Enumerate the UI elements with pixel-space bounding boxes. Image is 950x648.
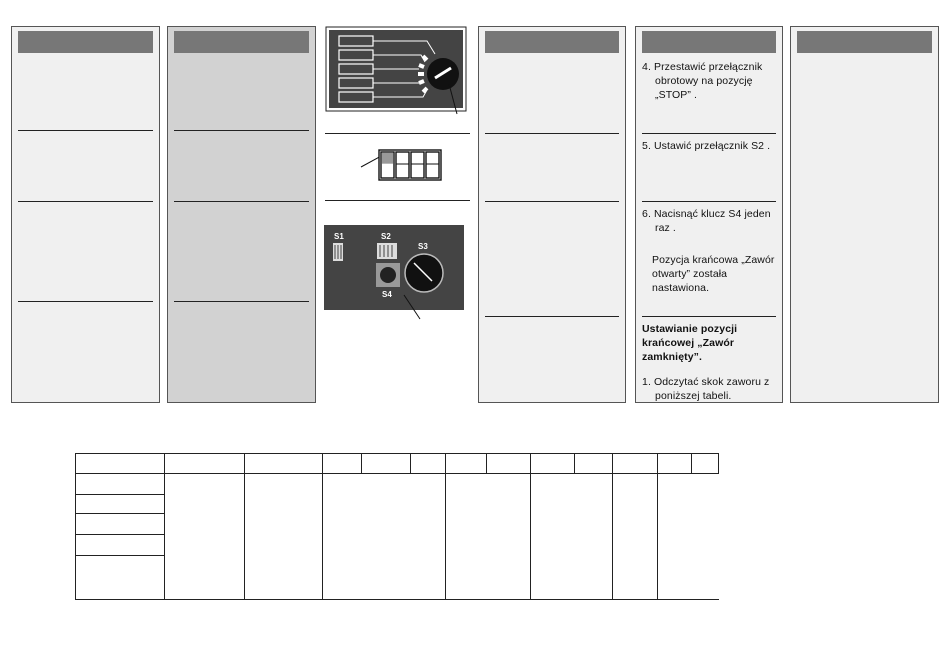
table-cell: [613, 454, 658, 474]
table-cell: [165, 454, 245, 474]
table-cell: [76, 514, 165, 535]
column-5: [635, 26, 783, 403]
table-cell: [245, 454, 323, 474]
table-cell: [245, 474, 323, 600]
table-cell: [76, 474, 165, 495]
divider: [642, 133, 776, 134]
divider: [174, 201, 309, 202]
divider: [325, 200, 470, 201]
table-cell: [575, 454, 613, 474]
column-4: [478, 26, 626, 403]
table-cell: [446, 474, 531, 600]
table-cell: [531, 474, 613, 600]
column-2: [167, 26, 316, 403]
label-s2: S2: [381, 232, 391, 241]
table-cell: [76, 556, 165, 600]
label-s3: S3: [418, 242, 428, 251]
column-header-bar: [174, 31, 309, 53]
table-cell: [76, 454, 165, 474]
confirmation-text: Pozycja krańcowa „Zawór otwarty” została nastawiona.: [652, 254, 775, 294]
instruction-step-1: 1. Odczytać skok zaworu z poniższej tabeli.: [642, 376, 770, 402]
divider: [18, 301, 153, 302]
table-cell: [446, 454, 487, 474]
column-6: [790, 26, 939, 403]
column-header-bar: [797, 31, 932, 53]
table-cell: [531, 454, 575, 474]
column-header-bar: [485, 31, 619, 53]
divider: [642, 201, 776, 202]
divider: [18, 130, 153, 131]
label-s4: S4: [382, 290, 392, 299]
table-cell: [613, 474, 658, 600]
divider: [174, 130, 309, 131]
table-cell: [323, 454, 362, 474]
table-cell: [658, 474, 719, 600]
dip-switch-figure: [355, 145, 450, 185]
table-cell: [165, 474, 245, 600]
column-header-bar: [18, 31, 153, 53]
label-s1: S1: [334, 232, 344, 241]
column-header-bar: [642, 31, 776, 53]
divider: [18, 201, 153, 202]
divider: [174, 301, 309, 302]
table-cell: [323, 474, 446, 600]
valve-stroke-table: [75, 453, 719, 600]
table-header-row: [76, 454, 719, 474]
instruction-step-4: 4. Przestawić przełącznik obrotowy na pozycję „STOP” .: [642, 61, 763, 101]
table-cell: [487, 454, 531, 474]
divider: [325, 133, 470, 134]
divider: [485, 133, 619, 134]
control-board-figure: [324, 225, 466, 320]
divider: [485, 316, 619, 317]
table-cell: [76, 535, 165, 556]
divider: [642, 316, 776, 317]
column-1: [11, 26, 160, 403]
table-cell: [76, 495, 165, 514]
instruction-step-5: 5. Ustawić przełącznik S2 .: [642, 140, 771, 152]
table-cell: [692, 454, 719, 474]
instruction-step-6: 6. Nacisnąć klucz S4 jeden raz .: [642, 208, 771, 234]
table-cell: [362, 454, 411, 474]
table-row: [76, 474, 719, 495]
divider: [485, 201, 619, 202]
table-cell: [411, 454, 446, 474]
table-cell: [658, 454, 692, 474]
rotary-switch-figure: [325, 26, 467, 116]
section-heading: Ustawianie pozycji krańcowej „Zawór zamknięty”.: [642, 323, 738, 363]
